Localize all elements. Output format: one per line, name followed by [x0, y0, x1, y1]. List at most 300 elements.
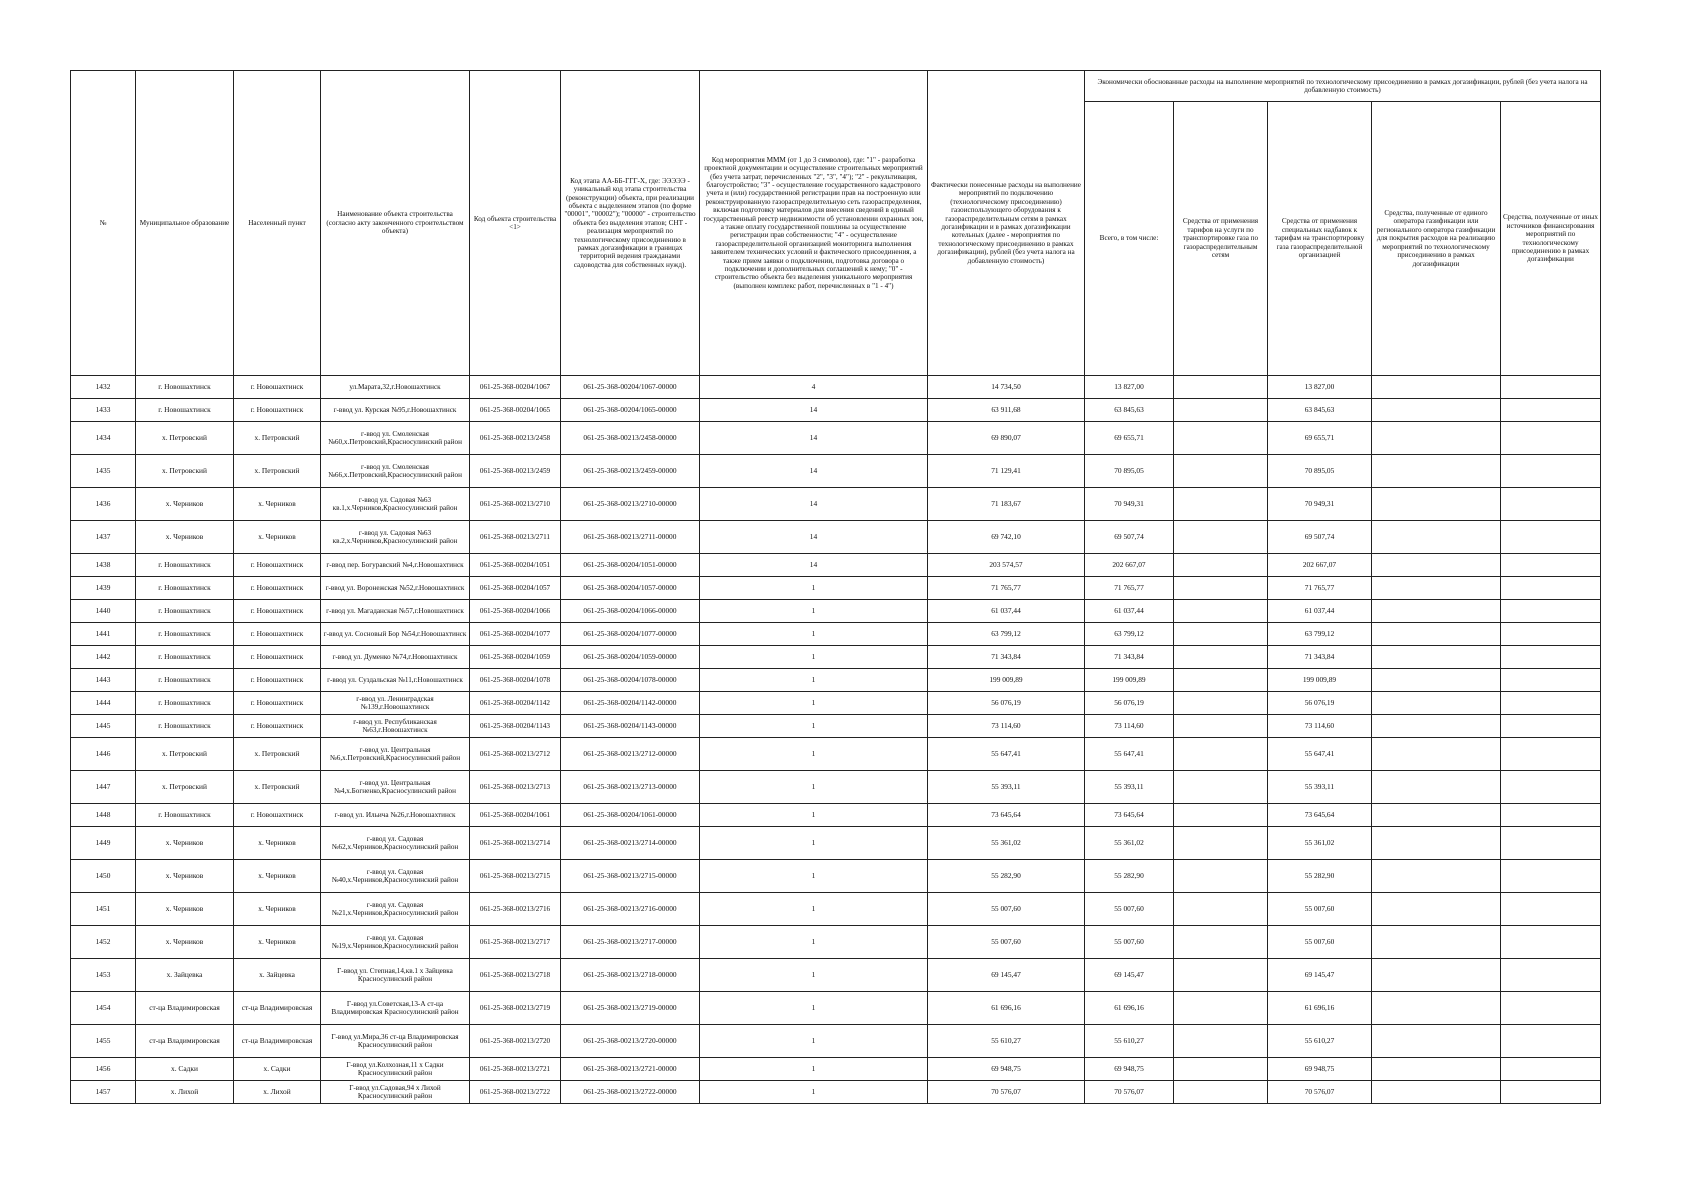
cell-municipality: х. Зайцевка — [136, 959, 234, 992]
cell-total: 55 282,90 — [1085, 860, 1174, 893]
cell-municipality: г. Новошахтинск — [136, 600, 234, 623]
cell-special-surcharge: 55 007,60 — [1268, 893, 1372, 926]
cell-special-surcharge: 56 076,19 — [1268, 692, 1372, 715]
cell-event-code: 1 — [700, 669, 928, 692]
cell-single-operator — [1372, 623, 1501, 646]
cell-total: 71 765,77 — [1085, 577, 1174, 600]
cell-single-operator — [1372, 488, 1501, 521]
cell-stage-code: 061-25-368-00213/2721-00000 — [561, 1058, 700, 1081]
cell-object-code: 061-25-368-00204/1066 — [470, 600, 561, 623]
cell-single-operator — [1372, 577, 1501, 600]
cell-municipality: г. Новошахтинск — [136, 804, 234, 827]
cell-other-sources — [1501, 804, 1601, 827]
cell-object-code: 061-25-368-00213/2721 — [470, 1058, 561, 1081]
table-row — [71, 1081, 1601, 1104]
cell-object-name: г-ввод ул. Центральная №6,х.Петровский,Красносулинский район — [321, 738, 470, 771]
cell-actual-costs: 55 647,41 — [928, 738, 1085, 771]
cell-object-name: Г-ввод ул.Колхозная,11 х Садки Красносулинский район — [321, 1058, 470, 1081]
table-row — [71, 669, 1601, 692]
cell-object-code: 061-25-368-00204/1065 — [470, 399, 561, 422]
cell-stage-code: 061-25-368-00213/2459-00000 — [561, 455, 700, 488]
cell-other-sources — [1501, 600, 1601, 623]
table-row — [71, 992, 1601, 1025]
cell-object-name: г-ввод ул. Садовая №21,х.Черников,Красносулинский район — [321, 893, 470, 926]
cell-other-sources — [1501, 646, 1601, 669]
table-body — [71, 376, 1601, 1104]
cell-object-code: 061-25-368-00213/2715 — [470, 860, 561, 893]
cell-other-sources — [1501, 1025, 1601, 1058]
cell-actual-costs: 69 742,10 — [928, 521, 1085, 554]
cell-event-code: 1 — [700, 893, 928, 926]
cell-municipality: х. Петровский — [136, 422, 234, 455]
cell-single-operator — [1372, 959, 1501, 992]
cell-single-operator — [1372, 860, 1501, 893]
cell-settlement: г. Новошахтинск — [234, 669, 321, 692]
cell-object-code: 061-25-368-00213/2458 — [470, 422, 561, 455]
cell-object-code: 061-25-368-00204/1061 — [470, 804, 561, 827]
cell-object-code: 061-25-368-00213/2710 — [470, 488, 561, 521]
cell-tariff-transport — [1174, 959, 1268, 992]
cell-object-code: 061-25-368-00213/2718 — [470, 959, 561, 992]
cell-special-surcharge: 63 799,12 — [1268, 623, 1372, 646]
cell-special-surcharge: 71 343,84 — [1268, 646, 1372, 669]
cell-event-code: 14 — [700, 455, 928, 488]
cell-object-name: ул.Марата,32,г.Новошахтинск — [321, 376, 470, 399]
cell-other-sources — [1501, 577, 1601, 600]
cell-other-sources — [1501, 669, 1601, 692]
cell-tariff-transport — [1174, 771, 1268, 804]
cell-stage-code: 061-25-368-00204/1078-00000 — [561, 669, 700, 692]
cell-object-code: 061-25-368-00213/2711 — [470, 521, 561, 554]
cell-object-code: 061-25-368-00204/1142 — [470, 692, 561, 715]
cell-actual-costs: 14 734,50 — [928, 376, 1085, 399]
cell-num: 1448 — [71, 804, 136, 827]
cell-num: 1444 — [71, 692, 136, 715]
cell-object-code: 061-25-368-00204/1143 — [470, 715, 561, 738]
table-row — [71, 422, 1601, 455]
cell-num: 1440 — [71, 600, 136, 623]
header-settlement: Населенный пункт — [234, 71, 321, 376]
cell-event-code: 14 — [700, 399, 928, 422]
table-header — [71, 71, 1601, 376]
cell-single-operator — [1372, 422, 1501, 455]
cell-tariff-transport — [1174, 926, 1268, 959]
cell-tariff-transport — [1174, 521, 1268, 554]
cell-other-sources — [1501, 738, 1601, 771]
cell-settlement: х. Черников — [234, 488, 321, 521]
cell-tariff-transport — [1174, 1058, 1268, 1081]
cell-tariff-transport — [1174, 1025, 1268, 1058]
cell-object-name: Г-ввод ул.Мира,36 ст-ца Владимировская Красносулинский район — [321, 1025, 470, 1058]
cell-event-code: 1 — [700, 646, 928, 669]
cell-object-name: Г-ввод ул. Степная,14,кв.1 х Зайцевка Красносулинский район — [321, 959, 470, 992]
cell-event-code: 1 — [700, 827, 928, 860]
cell-object-code: 061-25-368-00204/1077 — [470, 623, 561, 646]
cell-municipality: г. Новошахтинск — [136, 646, 234, 669]
cell-object-code: 061-25-368-00213/2712 — [470, 738, 561, 771]
cell-special-surcharge: 199 009,89 — [1268, 669, 1372, 692]
cell-actual-costs: 55 007,60 — [928, 926, 1085, 959]
cell-municipality: х. Петровский — [136, 771, 234, 804]
cell-other-sources — [1501, 376, 1601, 399]
cell-single-operator — [1372, 646, 1501, 669]
cell-stage-code: 061-25-368-00213/2712-00000 — [561, 738, 700, 771]
cell-num: 1434 — [71, 422, 136, 455]
cell-total: 73 114,60 — [1085, 715, 1174, 738]
cell-settlement: г. Новошахтинск — [234, 376, 321, 399]
cell-total: 63 799,12 — [1085, 623, 1174, 646]
cell-object-code: 061-25-368-00213/2720 — [470, 1025, 561, 1058]
cell-other-sources — [1501, 521, 1601, 554]
cell-actual-costs: 63 799,12 — [928, 623, 1085, 646]
cell-num: 1439 — [71, 577, 136, 600]
cell-object-name: г-ввод ул. Смоленская №66,х.Петровский,Красносулинский район — [321, 455, 470, 488]
cell-num: 1433 — [71, 399, 136, 422]
cell-num: 1446 — [71, 738, 136, 771]
cell-settlement: х. Зайцевка — [234, 959, 321, 992]
header-total: Всего, в том числе: — [1085, 102, 1174, 376]
cell-other-sources — [1501, 959, 1601, 992]
cell-single-operator — [1372, 738, 1501, 771]
cell-stage-code: 061-25-368-00204/1061-00000 — [561, 804, 700, 827]
cell-num: 1457 — [71, 1081, 136, 1104]
table-row — [71, 959, 1601, 992]
cell-special-surcharge: 55 007,60 — [1268, 926, 1372, 959]
cell-special-surcharge: 69 948,75 — [1268, 1058, 1372, 1081]
cell-settlement: х. Черников — [234, 926, 321, 959]
cell-settlement: г. Новошахтинск — [234, 600, 321, 623]
cell-tariff-transport — [1174, 804, 1268, 827]
cell-other-sources — [1501, 893, 1601, 926]
cell-num: 1455 — [71, 1025, 136, 1058]
cell-event-code: 1 — [700, 715, 928, 738]
table-row — [71, 455, 1601, 488]
cell-stage-code: 061-25-368-00204/1057-00000 — [561, 577, 700, 600]
table-row — [71, 692, 1601, 715]
table-row — [71, 715, 1601, 738]
cell-num: 1436 — [71, 488, 136, 521]
cell-event-code: 1 — [700, 692, 928, 715]
cell-stage-code: 061-25-368-00213/2713-00000 — [561, 771, 700, 804]
cell-single-operator — [1372, 804, 1501, 827]
cell-object-code: 061-25-368-00213/2713 — [470, 771, 561, 804]
cell-event-code: 1 — [700, 860, 928, 893]
cell-total: 61 037,44 — [1085, 600, 1174, 623]
cell-special-surcharge: 70 949,31 — [1268, 488, 1372, 521]
cell-municipality: ст-ца Владимировская — [136, 1025, 234, 1058]
table-row — [71, 827, 1601, 860]
cell-actual-costs: 203 574,57 — [928, 554, 1085, 577]
cell-object-code: 061-25-368-00204/1057 — [470, 577, 561, 600]
cell-total: 70 949,31 — [1085, 488, 1174, 521]
cell-object-name: г-ввод ул. Сосновый Бор №54,г.Новошахтинск — [321, 623, 470, 646]
cell-num: 1451 — [71, 893, 136, 926]
cell-actual-costs: 63 911,68 — [928, 399, 1085, 422]
cell-event-code: 14 — [700, 488, 928, 521]
cell-tariff-transport — [1174, 399, 1268, 422]
cell-total: 71 343,84 — [1085, 646, 1174, 669]
cell-other-sources — [1501, 1081, 1601, 1104]
cell-object-code: 061-25-368-00213/2714 — [470, 827, 561, 860]
cell-settlement: х. Черников — [234, 521, 321, 554]
cell-other-sources — [1501, 692, 1601, 715]
cell-single-operator — [1372, 1081, 1501, 1104]
cell-single-operator — [1372, 926, 1501, 959]
cell-actual-costs: 61 037,44 — [928, 600, 1085, 623]
cell-municipality: х. Черников — [136, 860, 234, 893]
cell-num: 1432 — [71, 376, 136, 399]
cell-single-operator — [1372, 771, 1501, 804]
cell-other-sources — [1501, 1058, 1601, 1081]
cell-municipality: г. Новошахтинск — [136, 399, 234, 422]
cell-object-name: г-ввод ул. Воронежская №52,г.Новошахтинск — [321, 577, 470, 600]
cell-object-code: 061-25-368-00213/2719 — [470, 992, 561, 1025]
cell-other-sources — [1501, 771, 1601, 804]
cell-total: 70 895,05 — [1085, 455, 1174, 488]
cell-num: 1453 — [71, 959, 136, 992]
cell-event-code: 1 — [700, 771, 928, 804]
cell-single-operator — [1372, 455, 1501, 488]
cell-tariff-transport — [1174, 992, 1268, 1025]
cell-tariff-transport — [1174, 623, 1268, 646]
header-object-name: Наименование объекта строительства (согласно акту законченного строительством объекта) — [321, 71, 470, 376]
cell-stage-code: 061-25-368-00213/2458-00000 — [561, 422, 700, 455]
cell-num: 1450 — [71, 860, 136, 893]
cell-object-name: г-ввод ул. Ильича №26,г.Новошахтинск — [321, 804, 470, 827]
cell-object-code: 061-25-368-00213/2716 — [470, 893, 561, 926]
cell-tariff-transport — [1174, 600, 1268, 623]
cell-special-surcharge: 61 696,16 — [1268, 992, 1372, 1025]
header-event-code: Код мероприятия МММ (от 1 до 3 символов), где: "1" - разработка проектной документации и осуществление строительных мероприятий (без учета затрат, перечисленных "2", "3", "4"); "2" - рекультивация, благоустройство; "3" - осуществление государственного кадастрового учета и (или) государственной регистрации прав на построенную или реконструированную газораспределительную сеть газораспределения, включая подготовку материалов для внесения сведений в единый государственный реестр недвижимости об установлении охранных зон, а также оплату государственной пошлины за осуществление регистрации прав собственности; "4" - осуществление газораспределительной организацией мониторинга выполнения заявителем технических условий и фактического присоединения, а также прием заявки о подключении, подготовка договора о подключении и дополнительных соглашений к нему; "0" - строительство объекта без выделения уникального мероприятия (выполнен комплекс работ, перечисленных в "1 - 4") — [700, 71, 928, 376]
cell-total: 63 845,63 — [1085, 399, 1174, 422]
cell-num: 1441 — [71, 623, 136, 646]
cell-object-name: г-ввод ул. Курская №95,г.Новошахтинск — [321, 399, 470, 422]
cell-object-name: г-ввод ул. Смоленская №60,х.Петровский,Красносулинский район — [321, 422, 470, 455]
cell-stage-code: 061-25-368-00204/1142-00000 — [561, 692, 700, 715]
table-row — [71, 860, 1601, 893]
cell-other-sources — [1501, 399, 1601, 422]
cell-object-code: 061-25-368-00204/1078 — [470, 669, 561, 692]
header-econ-group: Экономически обоснованные расходы на выполнение мероприятий по технологическому присоединению в рамках догазификации, рублей (без учета налога на добавленную стоимость) — [1085, 71, 1601, 102]
cell-num: 1442 — [71, 646, 136, 669]
cell-object-code: 061-25-368-00204/1059 — [470, 646, 561, 669]
cell-single-operator — [1372, 521, 1501, 554]
cell-municipality: х. Черников — [136, 488, 234, 521]
cell-other-sources — [1501, 623, 1601, 646]
table-row — [71, 399, 1601, 422]
cell-municipality: х. Черников — [136, 893, 234, 926]
cell-single-operator — [1372, 376, 1501, 399]
cell-total: 69 145,47 — [1085, 959, 1174, 992]
cell-num: 1452 — [71, 926, 136, 959]
cell-actual-costs: 69 948,75 — [928, 1058, 1085, 1081]
header-stage-code: Код этапа АА-ББ-ГГГ-Х, где: ЭЭЭЭЭ - уникальный код этапа строительства (реконструкции) объекта, при реализации объекта с выделением этапов (по форме "00001", "00002"); "00000" - строительство объекта без выделения этапов; СНТ - реализация мероприятий по технологическому присоединению в рамках догазификации в границах территорий ведения гражданами садоводства для собственных нужд). — [561, 71, 700, 376]
cell-num: 1454 — [71, 992, 136, 1025]
cell-object-name: г-ввод ул. Садовая №62,х.Черников,Красносулинский район — [321, 827, 470, 860]
cell-settlement: г. Новошахтинск — [234, 554, 321, 577]
header-actual-costs: Фактически понесенные расходы на выполнение мероприятий по подключению (технологическому присоединению) газоиспользующего оборудования к газораспределительным сетям в рамках догазификации и в рамках догазификации котельных (далее - мероприятия по технологическому присоединению в рамках догазификации), рублей (без учета налога на добавленную стоимость) — [928, 71, 1085, 376]
cell-event-code: 14 — [700, 554, 928, 577]
cell-other-sources — [1501, 926, 1601, 959]
cell-tariff-transport — [1174, 692, 1268, 715]
cell-num: 1447 — [71, 771, 136, 804]
cell-tariff-transport — [1174, 554, 1268, 577]
cell-single-operator — [1372, 827, 1501, 860]
cell-stage-code: 061-25-368-00204/1065-00000 — [561, 399, 700, 422]
cell-stage-code: 061-25-368-00204/1077-00000 — [561, 623, 700, 646]
cell-num: 1456 — [71, 1058, 136, 1081]
cell-total: 70 576,07 — [1085, 1081, 1174, 1104]
cell-event-code: 1 — [700, 623, 928, 646]
cell-tariff-transport — [1174, 577, 1268, 600]
cell-actual-costs: 55 282,90 — [928, 860, 1085, 893]
cell-total: 55 361,02 — [1085, 827, 1174, 860]
cell-other-sources — [1501, 827, 1601, 860]
cell-stage-code: 061-25-368-00213/2711-00000 — [561, 521, 700, 554]
table-row — [71, 738, 1601, 771]
cell-special-surcharge: 69 507,74 — [1268, 521, 1372, 554]
cell-municipality: г. Новошахтинск — [136, 554, 234, 577]
cell-municipality: г. Новошахтинск — [136, 376, 234, 399]
table-row — [71, 488, 1601, 521]
cell-actual-costs: 61 696,16 — [928, 992, 1085, 1025]
cell-single-operator — [1372, 715, 1501, 738]
cell-actual-costs: 69 145,47 — [928, 959, 1085, 992]
table-row — [71, 554, 1601, 577]
cell-municipality: г. Новошахтинск — [136, 692, 234, 715]
table-row — [71, 893, 1601, 926]
cell-settlement: ст-ца Владимировская — [234, 992, 321, 1025]
cell-single-operator — [1372, 1025, 1501, 1058]
cell-object-name: г-ввод ул. Садовая №19,х.Черников,Красносулинский район — [321, 926, 470, 959]
cell-stage-code: 061-25-368-00204/1143-00000 — [561, 715, 700, 738]
table-row — [71, 521, 1601, 554]
cell-stage-code: 061-25-368-00213/2719-00000 — [561, 992, 700, 1025]
cell-special-surcharge: 55 282,90 — [1268, 860, 1372, 893]
cell-event-code: 1 — [700, 926, 928, 959]
cell-object-name: г-ввод ул. Думенко №74,г.Новошахтинск — [321, 646, 470, 669]
cell-stage-code: 061-25-368-00213/2718-00000 — [561, 959, 700, 992]
cell-object-code: 061-25-368-00204/1067 — [470, 376, 561, 399]
cell-total: 55 610,27 — [1085, 1025, 1174, 1058]
cell-actual-costs: 55 393,11 — [928, 771, 1085, 804]
table-row — [71, 577, 1601, 600]
cell-special-surcharge: 55 393,11 — [1268, 771, 1372, 804]
cell-event-code: 1 — [700, 1081, 928, 1104]
cell-stage-code: 061-25-368-00213/2715-00000 — [561, 860, 700, 893]
cell-special-surcharge: 61 037,44 — [1268, 600, 1372, 623]
cell-event-code: 1 — [700, 1058, 928, 1081]
cell-settlement: х. Черников — [234, 860, 321, 893]
cell-num: 1438 — [71, 554, 136, 577]
cell-actual-costs: 71 343,84 — [928, 646, 1085, 669]
cell-settlement: х. Петровский — [234, 422, 321, 455]
cell-single-operator — [1372, 1058, 1501, 1081]
cell-settlement: г. Новошахтинск — [234, 646, 321, 669]
cell-actual-costs: 71 765,77 — [928, 577, 1085, 600]
cell-settlement: г. Новошахтинск — [234, 623, 321, 646]
cell-special-surcharge: 63 845,63 — [1268, 399, 1372, 422]
cell-actual-costs: 55 361,02 — [928, 827, 1085, 860]
cell-object-code: 061-25-368-00213/2717 — [470, 926, 561, 959]
header-municipality: Муниципальное образование — [136, 71, 234, 376]
cell-total: 69 948,75 — [1085, 1058, 1174, 1081]
cell-other-sources — [1501, 554, 1601, 577]
cell-actual-costs: 55 610,27 — [928, 1025, 1085, 1058]
cell-stage-code: 061-25-368-00204/1059-00000 — [561, 646, 700, 669]
cell-single-operator — [1372, 554, 1501, 577]
cell-actual-costs: 73 114,60 — [928, 715, 1085, 738]
cell-other-sources — [1501, 422, 1601, 455]
cell-actual-costs: 73 645,64 — [928, 804, 1085, 827]
cell-stage-code: 061-25-368-00213/2716-00000 — [561, 893, 700, 926]
table-row — [71, 623, 1601, 646]
cell-settlement: х. Лихой — [234, 1081, 321, 1104]
cell-object-code: 061-25-368-00204/1051 — [470, 554, 561, 577]
cell-special-surcharge: 70 576,07 — [1268, 1081, 1372, 1104]
cell-object-name: г-ввод ул. Центральная №4,х.Богненко,Красносулинский район — [321, 771, 470, 804]
cell-municipality: ст-ца Владимировская — [136, 992, 234, 1025]
cell-municipality: г. Новошахтинск — [136, 577, 234, 600]
cell-event-code: 1 — [700, 992, 928, 1025]
cell-object-name: г-ввод ул. Суздальская №11,г.Новошахтинск — [321, 669, 470, 692]
cell-num: 1435 — [71, 455, 136, 488]
cell-special-surcharge: 202 667,07 — [1268, 554, 1372, 577]
cell-stage-code: 061-25-368-00213/2714-00000 — [561, 827, 700, 860]
cell-settlement: г. Новошахтинск — [234, 804, 321, 827]
cell-tariff-transport — [1174, 860, 1268, 893]
header-tariff-transport: Средства от применения тарифов на услуги по транспортировке газа по газораспределительным сетям — [1174, 102, 1268, 376]
cell-special-surcharge: 55 361,02 — [1268, 827, 1372, 860]
cell-event-code: 1 — [700, 577, 928, 600]
cell-tariff-transport — [1174, 488, 1268, 521]
cell-num: 1445 — [71, 715, 136, 738]
cell-object-name: г-ввод ул. Садовая №63 кв.1,х.Черников,Красносулинский район — [321, 488, 470, 521]
cell-single-operator — [1372, 692, 1501, 715]
cell-actual-costs: 55 007,60 — [928, 893, 1085, 926]
cell-total: 61 696,16 — [1085, 992, 1174, 1025]
cell-num: 1449 — [71, 827, 136, 860]
cell-single-operator — [1372, 893, 1501, 926]
cell-settlement: х. Петровский — [234, 455, 321, 488]
cell-event-code: 1 — [700, 804, 928, 827]
cell-object-name: г-ввод ул. Ленинградская №139,г.Новошахтинск — [321, 692, 470, 715]
cell-special-surcharge: 55 647,41 — [1268, 738, 1372, 771]
cell-object-name: Г-ввод ул.Советская,13-А ст-ца Владимировская Красносулинский район — [321, 992, 470, 1025]
table-row — [71, 600, 1601, 623]
cell-tariff-transport — [1174, 738, 1268, 771]
cell-event-code: 4 — [700, 376, 928, 399]
gasification-costs-table — [70, 70, 1601, 1104]
cell-tariff-transport — [1174, 715, 1268, 738]
table-row — [71, 804, 1601, 827]
table-row — [71, 926, 1601, 959]
table-row — [71, 376, 1601, 399]
cell-tariff-transport — [1174, 1081, 1268, 1104]
cell-other-sources — [1501, 992, 1601, 1025]
cell-event-code: 14 — [700, 521, 928, 554]
cell-stage-code: 061-25-368-00213/2722-00000 — [561, 1081, 700, 1104]
cell-stage-code: 061-25-368-00204/1066-00000 — [561, 600, 700, 623]
cell-total: 56 076,19 — [1085, 692, 1174, 715]
cell-total: 69 655,71 — [1085, 422, 1174, 455]
cell-settlement: х. Петровский — [234, 738, 321, 771]
cell-actual-costs: 199 009,89 — [928, 669, 1085, 692]
table-row — [71, 646, 1601, 669]
cell-total: 55 647,41 — [1085, 738, 1174, 771]
cell-other-sources — [1501, 455, 1601, 488]
cell-object-code: 061-25-368-00213/2459 — [470, 455, 561, 488]
